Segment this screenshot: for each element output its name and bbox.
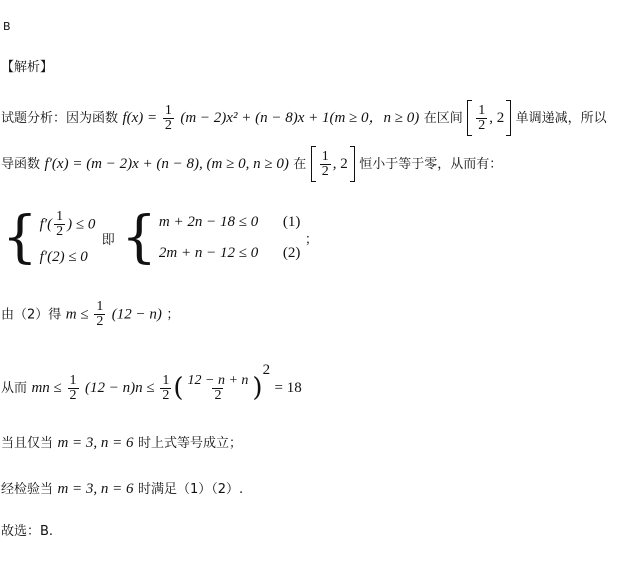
line4-lhs: mn ≤ — [31, 380, 66, 396]
left-paren: ( — [173, 373, 184, 403]
line4-prefix: 从而 — [1, 381, 28, 396]
analysis-line-3 — [1, 300, 179, 329]
analysis-line-6 — [1, 478, 243, 498]
left-system — [2, 205, 96, 270]
line3-lhs: m ≤ — [65, 306, 93, 323]
line1-suffix: 单调递减，所以 — [515, 111, 607, 126]
line6-suffix: 时满足（1）（2）. — [138, 482, 244, 497]
line1-half-fraction — [163, 104, 174, 133]
line4-exponent: 2 — [262, 362, 271, 378]
tag-2: (2) — [282, 245, 301, 261]
analysis-line-5 — [1, 432, 242, 452]
line4-mid: (12 − n)n ≤ — [85, 380, 159, 396]
left-brace: { — [2, 205, 38, 270]
system-tail: ； — [304, 232, 318, 248]
line3-fraction: $\frac{1}{2}$ — [96, 299, 104, 329]
line1-expr: (m − 2)x² + (n − 8)x + 1(m ≥ 0，n ≥ 0) — [180, 110, 420, 126]
line2-mid: 在 — [293, 157, 307, 172]
right-row-2: 2m + n − 12 ≤ 0 (2) — [158, 245, 301, 261]
line4-result: = 18 — [274, 380, 302, 396]
line1-half-den: 2 — [164, 117, 172, 133]
line1-interval-end: 2 — [496, 110, 505, 126]
line6-prefix: 经检验当 — [1, 482, 54, 497]
line4-fraction-2: $\frac{1}{2}$ — [162, 372, 170, 403]
line2-suffix: 恒小于等于零，从而有： — [359, 157, 503, 172]
left-row1-den: 2 — [56, 224, 64, 239]
line4-inner-fraction: $\frac{12 - n + n}{2}$ — [187, 372, 249, 403]
right-paren: ) — [252, 373, 263, 403]
line1-func: f(x) = — [122, 110, 161, 126]
right-row-1: m + 2n − 18 ≤ 0 (1) — [158, 214, 301, 230]
line2-prefix: 导函数 — [1, 157, 41, 172]
line3-suffix: ； — [166, 307, 180, 323]
analysis-line-4 — [1, 362, 302, 403]
inequality-system — [2, 205, 318, 270]
conclusion: 故选：B. — [1, 524, 54, 539]
line5-expr: m = 3, n = 6 — [57, 435, 134, 451]
analysis-line-2: 导函数 f′(x) = (m − 2)x + (n − 8), (m ≥ 0, n ≥ 0) 在 $\frac{1}{2}$ , 2 恒小于等于零，从而有： — [1, 146, 502, 182]
right-brace: { — [121, 205, 157, 270]
line1-int-den: 2 — [478, 117, 486, 133]
line6-expr: m = 3, n = 6 — [57, 481, 134, 497]
line4-fraction-1: $\frac{1}{2}$ — [69, 372, 77, 403]
tag-1: (1) — [282, 214, 301, 230]
line3-prefix: 由（2）得 — [1, 307, 62, 323]
line1-prefix: 试题分析：因为函数 — [1, 111, 119, 126]
line2-int-den: 2 — [321, 163, 329, 179]
analysis-line-1: 试题分析：因为函数 f(x) = $\frac{1}{2}$ (m − 2)x² + (n − 8)x + 1(m ≥ 0，n ≥ 0) 在区间 $\frac{1}{2}$ , 2 单调递减，所以 — [1, 100, 607, 136]
left-row-2: f′(2) ≤ 0 — [39, 249, 88, 265]
line1-half-num: 1 — [164, 102, 172, 118]
interval-left-bracket — [467, 100, 472, 136]
left-row-1: f′( $\frac{1}{2}$ ) ≤ 0 — [39, 209, 96, 239]
line2-interval-end: 2 — [340, 156, 348, 172]
analysis-heading: 【解析】 — [1, 60, 54, 75]
line2-interval-fraction — [320, 150, 331, 179]
line2-int-num: 1 — [321, 148, 329, 164]
interval-right-bracket — [350, 146, 355, 182]
right-system — [121, 205, 301, 270]
line5-prefix: 当且仅当 — [1, 436, 54, 451]
answer-label: B — [3, 20, 11, 33]
ji-label: 即 — [101, 232, 115, 248]
line1-mid: 在区间 — [423, 111, 463, 126]
interval-right-bracket — [506, 100, 511, 136]
line1-int-num: 1 — [478, 102, 486, 118]
left-row1-num: 1 — [56, 209, 64, 224]
line5-suffix: 时上式等号成立； — [138, 436, 243, 451]
line1-interval-fraction — [476, 104, 487, 133]
interval-left-bracket — [311, 146, 316, 182]
line2-expr: f′(x) = (m − 2)x + (n − 8), (m ≥ 0, n ≥ 0) — [44, 156, 289, 172]
line3-rhs: (12 − n) — [111, 306, 162, 323]
